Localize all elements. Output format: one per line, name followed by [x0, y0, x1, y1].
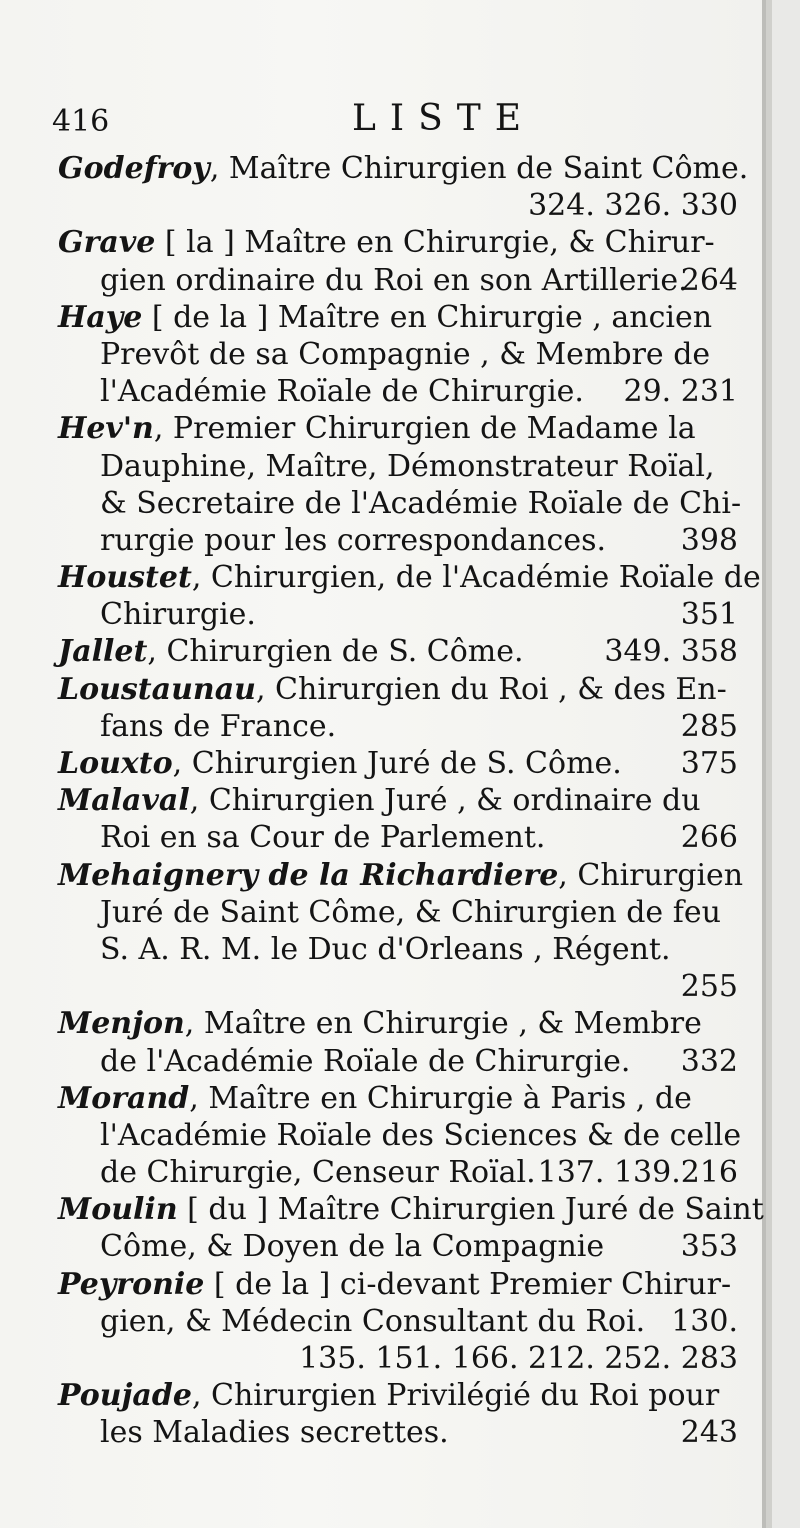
- entry-text: Roi en sa Cour de Parlement.: [100, 820, 546, 856]
- entry-text: Juré de Saint Côme, & Chirurgien de feu: [100, 894, 721, 930]
- page-reference: 243: [680, 1415, 738, 1451]
- surgeon-name: Loustaunau: [58, 671, 256, 707]
- entry-continuation-line: [58, 485, 742, 522]
- entry-continuation-line: [58, 596, 738, 633]
- entry-text: de Chirurgie, Censeur Roïal.: [100, 1155, 536, 1191]
- entry-text: de l'Académie Roïale de Chirurgie.: [100, 1043, 631, 1079]
- entry-first-line: [58, 299, 738, 336]
- page-reference: 349. 358: [604, 634, 738, 670]
- entry-continuation-line: [58, 1117, 742, 1154]
- surgeon-name: Hev'n: [58, 411, 154, 447]
- list-entry: [58, 782, 738, 856]
- entry-text: gien, & Médecin Consultant du Roi.: [100, 1303, 646, 1339]
- page-reference: 137. 139.216: [537, 1155, 738, 1191]
- entry-first-line: [58, 1191, 764, 1228]
- list-entry: [58, 1080, 742, 1192]
- entry-first-line: [58, 559, 761, 596]
- page-reference: 29. 231: [623, 374, 738, 410]
- list-entry: [58, 150, 749, 224]
- entry-text: rurgie pour les correspondances.: [100, 522, 607, 558]
- page-reference-line: 324. 326. 330: [528, 188, 738, 224]
- surgeon-name: Morand: [58, 1080, 190, 1116]
- entry-first-line: [58, 150, 749, 187]
- entry-text: Chirurgie.: [100, 597, 256, 633]
- entry-continuation-line: [58, 1303, 738, 1340]
- surgeon-name: Peyronie: [58, 1266, 205, 1302]
- entry-first-line: [58, 1266, 738, 1303]
- page-reference: 285: [680, 708, 738, 744]
- page-reference-line: 255: [680, 969, 738, 1005]
- list-entry: [58, 559, 761, 633]
- page-reference: 351: [680, 597, 738, 633]
- list-entry: [58, 671, 738, 745]
- entry-first-line: [58, 745, 738, 782]
- entry-text: Côme, & Doyen de la Compagnie: [100, 1229, 605, 1265]
- page-reference: 353: [680, 1229, 738, 1265]
- entry-list: [58, 150, 764, 1452]
- entry-text: , Premier Chirurgien de Madame la: [153, 411, 696, 447]
- surgeon-name: Menjon: [58, 1006, 185, 1042]
- entry-text: , Chirurgien: [558, 857, 744, 893]
- entry-text: fans de France.: [100, 708, 337, 744]
- entry-continuation-line: [58, 373, 738, 410]
- entry-continuation-line: [58, 819, 738, 856]
- entry-text: Dauphine, Maître, Démonstrateur Roïal,: [100, 448, 715, 484]
- surgeon-name: Malaval: [58, 783, 190, 819]
- page-reference: 266: [680, 820, 738, 856]
- entry-text: l'Académie Roïale des Sciences & de celle: [100, 1117, 742, 1153]
- entry-first-line: [58, 633, 738, 670]
- surgeon-name: Houstet: [58, 560, 192, 596]
- entry-first-line: [58, 857, 744, 894]
- entry-text: , Chirurgien Juré , & ordinaire du: [189, 783, 701, 819]
- entry-text: , Chirurgien Privilégié du Roi pour: [191, 1378, 720, 1414]
- entry-text: gien ordinaire du Roi en son Artillerie.: [100, 262, 688, 298]
- entry-continuation-line: [58, 1043, 738, 1080]
- entry-text: Prevôt de sa Compagnie , & Membre de: [100, 336, 711, 372]
- entry-text: les Maladies secrettes.: [100, 1415, 449, 1451]
- list-entry: [58, 410, 742, 559]
- list-entry: [58, 1005, 738, 1079]
- entry-first-line: [58, 782, 738, 819]
- entry-continuation-line: [58, 1414, 738, 1451]
- entry-text: , Chirurgien de S. Côme.: [147, 634, 524, 670]
- page-reference: 375: [680, 746, 738, 781]
- list-entry: [58, 1191, 764, 1265]
- entry-continuation-line: [58, 1228, 738, 1265]
- entry-continuation-line: [58, 894, 738, 931]
- entry-continuation-line: [58, 931, 738, 968]
- list-entry: [58, 224, 738, 298]
- entry-continuation-line: [58, 448, 738, 485]
- surgeon-name: Grave: [58, 225, 156, 261]
- entry-continuation-line: [58, 262, 738, 299]
- entry-first-line: [58, 671, 738, 708]
- surgeon-name: Mehaignery de la Richardiere: [58, 857, 559, 893]
- entry-first-line: [58, 1005, 738, 1042]
- entry-first-line: [58, 1377, 738, 1414]
- entry-text: , Chirurgien du Roi , & des En-: [255, 671, 727, 707]
- page-reference: 332: [680, 1043, 738, 1079]
- page-reference: 130.: [671, 1303, 738, 1339]
- surgeon-name: Louxto: [58, 746, 173, 781]
- entry-text: [ la ] Maître en Chirurgie, & Chirur-: [155, 225, 715, 261]
- list-entry: [58, 299, 738, 411]
- surgeon-name: Poujade: [58, 1378, 192, 1414]
- surgeon-name: Haye: [58, 299, 143, 335]
- entry-text: , Maître en Chirurgie , & Membre: [184, 1006, 702, 1042]
- entry-text: [ de la ] ci-devant Premier Chirur-: [204, 1266, 732, 1302]
- entry-text: , Maître Chirurgien de Saint Côme.: [209, 151, 749, 186]
- page-reference-line: 135. 151. 166. 212. 252. 283: [299, 1341, 738, 1376]
- page-title: LISTE: [352, 98, 536, 139]
- surgeon-name: Moulin: [58, 1192, 178, 1228]
- entry-text: & Secretaire de l'Académie Roïale de Chi-: [100, 485, 742, 521]
- page-number: 416: [52, 104, 110, 139]
- entry-continuation-line: [58, 1154, 738, 1191]
- list-entry: [58, 745, 738, 782]
- entry-text: , Chirurgien Juré de S. Côme.: [172, 746, 622, 781]
- entry-first-line: [58, 1080, 738, 1117]
- list-entry: [58, 1377, 738, 1451]
- page-reference: 264: [680, 262, 738, 298]
- entry-continuation-line: [58, 522, 738, 559]
- running-header: [52, 98, 732, 148]
- surgeon-name: Jallet: [58, 634, 148, 670]
- entry-continuation-line: [58, 708, 738, 745]
- entry-text: [ de la ] Maître en Chirurgie , ancien: [142, 299, 713, 335]
- entry-first-line: [58, 224, 738, 261]
- entry-text: , Maître en Chirurgie à Paris , de: [189, 1080, 692, 1116]
- entry-continuation-line: [58, 336, 738, 373]
- list-entry: [58, 1266, 738, 1378]
- entry-text: S. A. R. M. le Duc d'Orleans , Régent.: [100, 931, 671, 967]
- page-reference: 398: [680, 522, 738, 558]
- surgeon-name: Godefroy: [58, 151, 210, 186]
- entry-first-line: [58, 410, 738, 447]
- entry-text: l'Académie Roïale de Chirurgie.: [100, 374, 584, 410]
- list-entry: [58, 857, 744, 1006]
- list-entry: [58, 633, 738, 670]
- entry-text: [ du ] Maître Chirurgien Juré de Saint: [177, 1192, 764, 1228]
- entry-text: , Chirurgien, de l'Académie Roïale de: [191, 560, 761, 596]
